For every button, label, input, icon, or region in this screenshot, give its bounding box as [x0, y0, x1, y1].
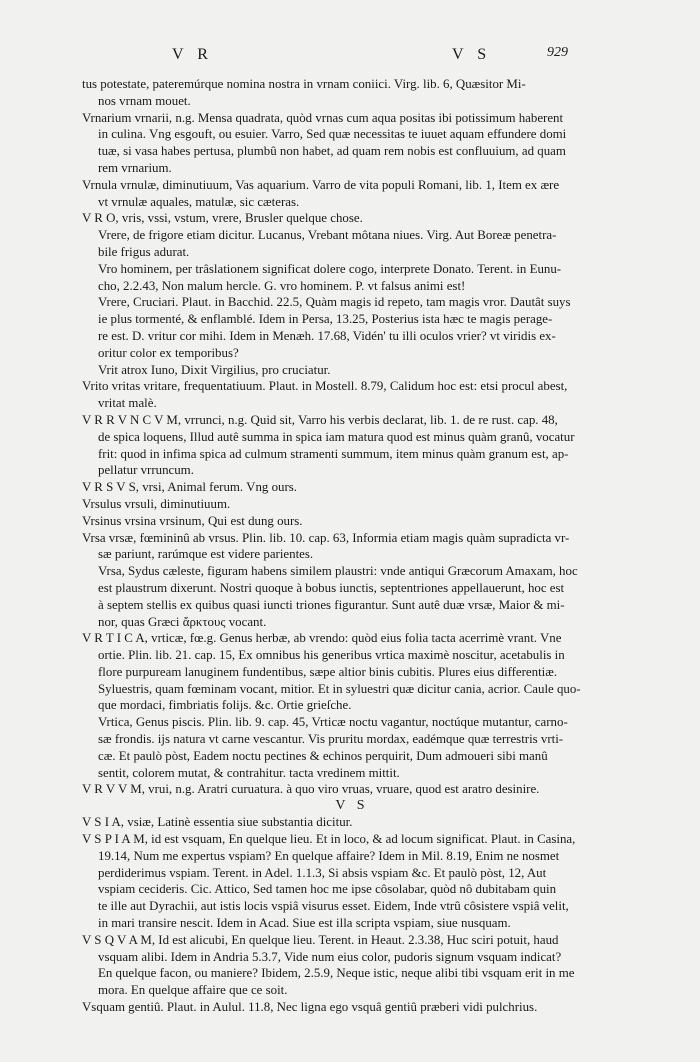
text-line: vsquam alibi. Idem in Andria 5.3.7, Vide num eius color, pudoris signum vsquam indicat?: [98, 949, 562, 964]
page-number: 929: [547, 45, 568, 60]
text-line: frit: quod in infima spica ad culmum stramenti summum, item minus quàm granum est, ap-: [98, 446, 569, 461]
text-line: Vrtica, Genus piscis. Plin. lib. 9. cap. 45, Vrticæ noctu vagantur, noctúque mutantur, carno-: [98, 715, 568, 730]
text-line: 19.14, Num me expertus vspiam? En quelque affaire? Idem in Mil. 8.19, Enim ne nosmet: [98, 848, 560, 863]
text-line: bile frigus adurat.: [98, 244, 190, 259]
text-line: Vrere, Cruciari. Plaut. in Bacchid. 22.5, Quàm magis id repeto, tam magis vror. Dautât suys: [98, 295, 571, 310]
text-line: de spica loquens, Illud autê summa in spica iam matura quod est minus quàm granû, vocatur: [98, 429, 575, 444]
header-left: V R: [172, 46, 213, 63]
text-line: Vrit atrox Iuno, Dixit Virgilius, pro cruciatur.: [98, 362, 331, 377]
text-line: à septem stellis ex quibus quasi iuncti triones figurantur. Sunt autê duæ vrsæ, Maior & mi-: [98, 597, 565, 612]
text-line: rem vrnarium.: [98, 160, 172, 175]
text-line: Vrsa, Sydus cæleste, figuram habens similem plaustri: vnde antiqui Græcorum Amaxam, hoc: [98, 564, 578, 579]
text-line: te ille aut Dyrachii, aut istis locis vspiâ visurus esset. Eidem, Inde vtrû côsistere vspiâ velit,: [98, 899, 569, 914]
text-line: flore purpuream lanuginem fundentibus, sæpe altior binis cubitis. Plures eius differentiæ.: [98, 664, 558, 679]
entry-vrito: Vrito vritas vritare, frequentatiuum. Plaut. in Mostell. 8.79, Calidum hoc est: etsi procul abest,: [82, 379, 568, 394]
text-line: in culina. Vng esgouft, ou esuier. Varro, Sed quæ necessitas te iuuet aquam effundere domi: [98, 127, 567, 142]
text-line: sentit, colorem mutat, & contrahitur. tacta vredinem mittit.: [98, 765, 400, 780]
text-line: vspiam cecideris. Cic. Attico, Sed tamen hoc me ipse côsolabar, quòd nô dubitabam quin: [98, 882, 557, 897]
header-right: V S: [452, 46, 492, 63]
text-line: Vro hominem, per trâslationem significat dolere cogo, interprete Donato. Terent. in Eunu-: [98, 261, 562, 276]
entry-vsquam-gentium: Vsquam gentiû. Plaut. in Aulul. 11.8, Nec ligna ego vsquâ gentiû præberi vidi pulchrius.: [82, 1000, 538, 1015]
text-line: En quelque facon, ou maniere? Ibidem, 2.5.9, Neque istic, neque alibi tibi vsquam erit in me: [98, 966, 575, 981]
text-line: ie plus tormenté, & enflamblé. Idem in Persa, 13.25, Posterius ista hæc te magis perage-: [98, 312, 553, 327]
text-line: Syluestris, quam fœminam vocant, mitior. Et in syluestri quæ dicitur cania, acrior. Caule quo-: [98, 681, 581, 696]
entry-vrnula: Vrnula vrnulæ, diminutiuum, Vas aquarium. Varro de vita populi Romani, lib. 1, Item ex ære: [82, 177, 560, 192]
entry-vrruncum: V R R V N C V M, vrrunci, n.g. Quid sit, Varro his verbis declarat, lib. 1. de re rust. cap. 48,: [82, 412, 558, 427]
text-line: in mari transire nescit. Idem in Acad. Siue est illa scripta vspiam, siue nusquam.: [98, 916, 511, 931]
entry-vsia: V S I A, vsiæ, Latinè essentia siue substantia dicitur.: [82, 815, 353, 830]
section-heading: V S: [335, 798, 369, 814]
entry-vrsa: Vrsa vrsæ, fœmininû ab vrsus. Plin. lib. 10. cap. 63, Informia etiam magis quàm supradicta vr-: [82, 530, 570, 545]
entry-vrsinus: Vrsinus vrsina vrsinum, Qui est dung ours.: [82, 513, 303, 528]
entry-vsquam: V S Q V A M, Id est alicubi, En quelque lieu. Terent. in Heaut. 2.3.38, Huc sciri potuit, haud: [82, 932, 559, 947]
text-line: perdiderimus vspiam. Terent. in Adel. 1.1.3, Si absis vspiam &c. Et paulò pòst, 12, Aut: [98, 865, 547, 880]
text-line: pellatur vrruncum.: [98, 463, 194, 478]
text-line: cæ. Et paulò pòst, Eadem noctu pectines & echinos perquirit, Dum admoueri sibi manû: [98, 748, 548, 763]
text-line: mora. En quelque affaire que ce soit.: [98, 983, 288, 998]
dictionary-text: [82, 76, 622, 1016]
text-line: tus potestate, pateremúrque nomina nostra in vrnam coniici. Virg. lib. 6, Quæsitor Mi-: [82, 77, 526, 91]
text-line: sæ frondis. ijs natura vt carne vescantur. Vis pruritu mordax, eadémque quæ terrestris vrti-: [98, 732, 564, 747]
entry-vro: V R O, vris, vssi, vstum, vrere, Brusler quelque chose.: [82, 211, 363, 226]
entry-vrsus: V R S V S, vrsi, Animal ferum. Vng ours.: [82, 480, 297, 495]
entry-vrnarium: Vrnarium vrnarii, n.g. Mensa quadrata, quòd vrnas cum aqua positas ibi potissimum haberent: [82, 110, 564, 125]
text-line: re est. D. vritur cor mihi. Idem in Menæh. 17.68, Vidén' tu illi oculos vrier? vt viridis ex-: [98, 328, 556, 343]
text-line: oritur color ex temporibus?: [98, 345, 239, 360]
text-line: sæ pariunt, rarúmque est videre parientes.: [98, 547, 314, 562]
text-line: nos vrnam mouet.: [98, 93, 191, 108]
text-line: Vrere, de frigore etiam dicitur. Lucanus, Vrebant môtana niues. Virg. Aut Boreæ penetra-: [98, 228, 557, 243]
text-line: est plaustrum dixerunt. Nostri quoque à bobus iunctis, septentriones appellauerunt, hoc est: [98, 580, 565, 595]
text-line: ortie. Plin. lib. 21. cap. 15, Ex omnibus his generibus vrtica maximè noscitur, acetabulis in: [98, 648, 565, 663]
entry-vspiam: V S P I A M, id est vsquam, En quelque lieu. Et in loco, & ad locum significat. Plaut. in Casina,: [82, 832, 576, 847]
entry-vruum: V R V V M, vrui, n.g. Aratri curuatura. à quo viro vruas, vruare, quod est aratro desinire.: [82, 782, 540, 797]
entry-vrsulus: Vrsulus vrsuli, diminutiuum.: [82, 496, 231, 511]
text-line: tuæ, si vasa habes pertusa, plumbû non habet, ad quam rem nobis est confluuium, ad quam: [98, 144, 566, 159]
text-line: nor, quas Græci ἄρκτους vocant.: [98, 614, 267, 629]
running-header: [0, 42, 700, 68]
text-line: cho, 2.2.43, Non malum hercle. G. vro hominem. P. vt falsus animi est!: [98, 278, 466, 293]
text-line: vt vrnulæ aquales, matulæ, sic cæteras.: [98, 194, 300, 209]
text-line: que mordaci, fimbriatis folijs. &c. Ortie grieſche.: [98, 698, 352, 713]
entry-vrtica: V R T I C A, vrticæ, fœ.g. Genus herbæ, ab vrendo: quòd eius folia tacta acerrimè vrant. Vne: [82, 631, 562, 646]
text-line: vritat malè.: [98, 396, 157, 411]
